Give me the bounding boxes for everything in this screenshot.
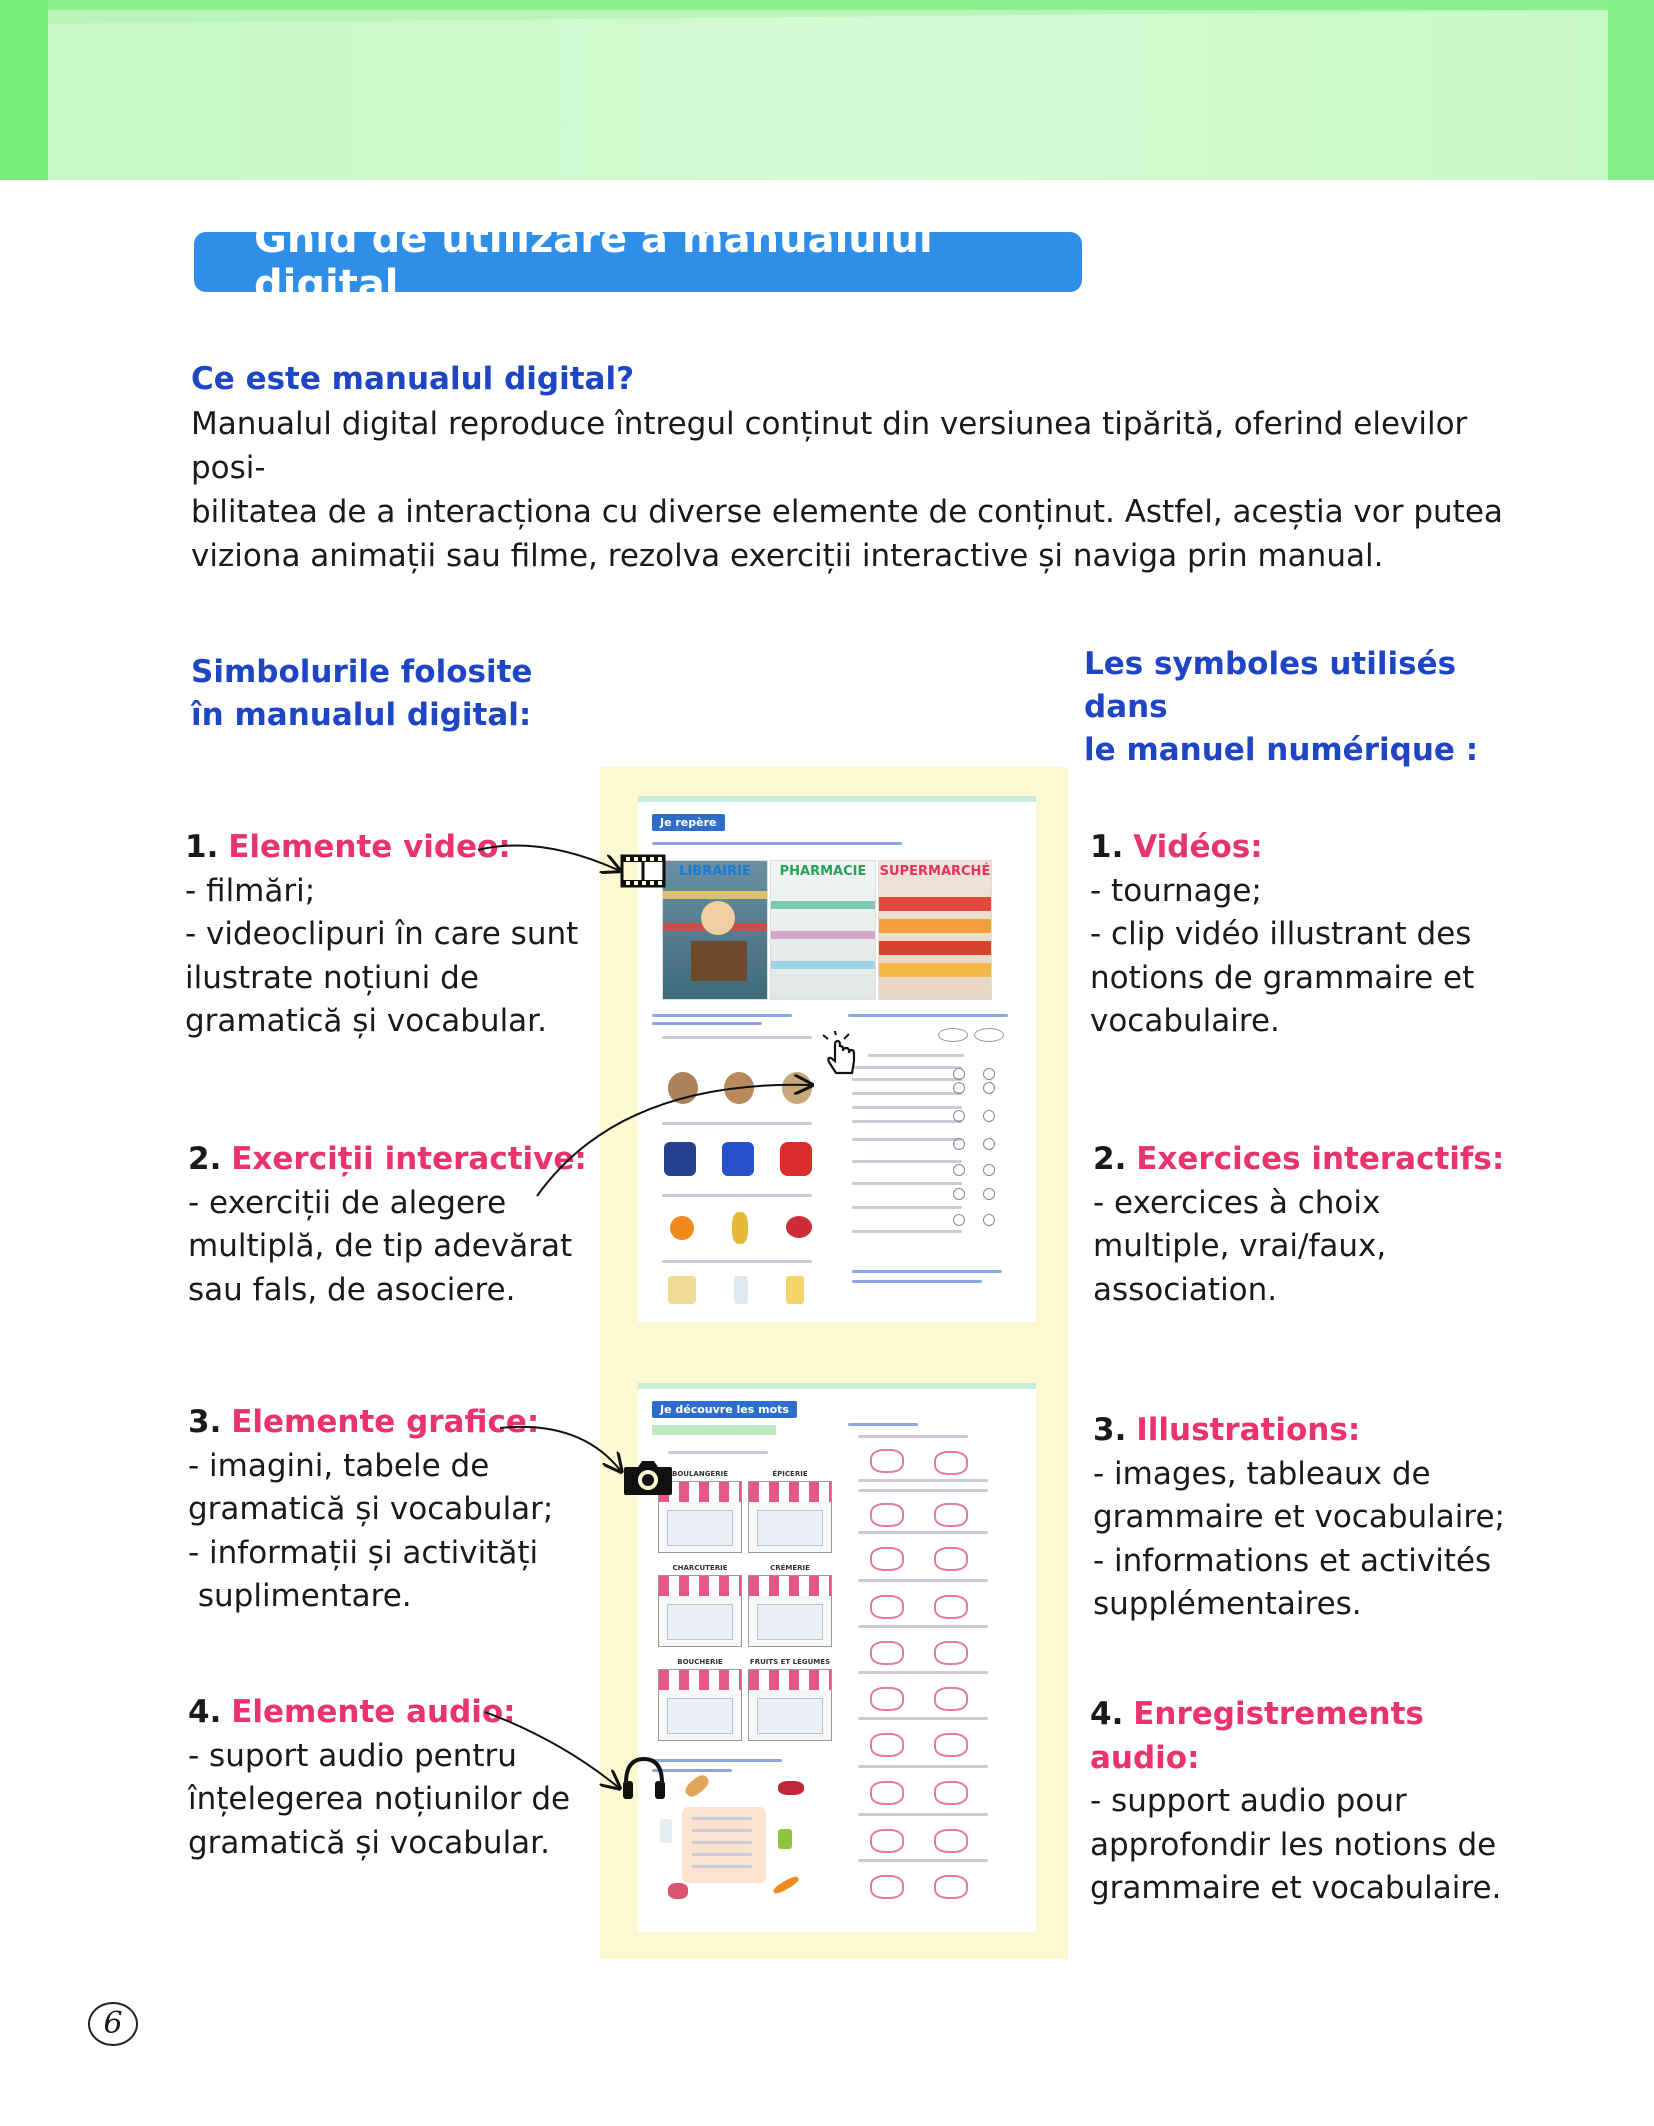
page-title-text: Ghid de utilizare a manualului digital [254, 216, 933, 308]
shop-name: CHARCUTERIE [672, 1564, 728, 1572]
item-line: suplimentare. [188, 1578, 412, 1614]
shop-name: CRÉMERIE [770, 1564, 810, 1572]
item-line: - informations et activités [1093, 1542, 1492, 1579]
item-number: 1. [185, 829, 219, 865]
item-title: Elemente grafice: [231, 1404, 540, 1440]
item-line: gramatică și vocabular. [188, 1824, 550, 1861]
symbols-heading-ro-line: în manualul digital: [191, 697, 532, 733]
shop-name: FRUITS ET LÉGUMES [749, 1658, 831, 1666]
item-line: grammaire et vocabulaire; [1093, 1499, 1505, 1535]
item-line: - tournage; [1090, 872, 1262, 909]
section-tag: Je repère [652, 814, 725, 831]
symbols-heading-fr-line: Les symboles utilisés dans [1084, 646, 1457, 725]
item-number: 1. [1090, 829, 1124, 865]
item-title: Exerciții interactive: [231, 1141, 587, 1177]
item-line: ilustrate noțiuni de [185, 959, 479, 996]
item-line: grammaire et vocabulaire. [1090, 1870, 1502, 1906]
arrow-graphics [500, 1427, 620, 1470]
page-number: 6 [88, 2002, 138, 2046]
item-number: 3. [188, 1404, 222, 1440]
photo-label: SUPERMARCHÉ [879, 864, 991, 879]
item-number: 4. [188, 1694, 222, 1730]
item-line: gramatică și vocabular; [188, 1491, 554, 1527]
intro-line: bilitatea de a interacționa cu diverse elemente de conținut. Astfel, aceștia vor putea [191, 494, 1503, 530]
item-title: Exercices interactifs: [1136, 1141, 1505, 1177]
item-line: - informații și activități [188, 1534, 539, 1571]
symbols-heading-fr-line: le manuel numérique : [1084, 732, 1479, 768]
item-line: - support audio pour [1090, 1783, 1407, 1819]
item-line: gramatică și vocabular. [185, 1003, 547, 1039]
item-line: - exercices à choix [1093, 1184, 1381, 1221]
item-line: - filmări; [185, 872, 316, 909]
intro-line: viziona animații sau filme, rezolva exerciții interactive și naviga prin manual. [191, 538, 1384, 574]
item-line: - images, tableaux de [1093, 1455, 1431, 1492]
item-line: - clip vidéo illustrant des [1090, 916, 1472, 952]
arrow-interactive [537, 1085, 810, 1196]
photo-label: PHARMACIE [779, 864, 867, 879]
item-line: notions de grammaire et [1090, 959, 1475, 996]
item-line: - imagini, tabele de [188, 1447, 490, 1484]
shop-name: ÉPICERIE [772, 1470, 808, 1478]
item-line: multiplă, de tip adevărat [188, 1228, 573, 1264]
item-number: 4. [1090, 1696, 1124, 1732]
item-line: association. [1093, 1271, 1278, 1308]
item-number: 2. [1093, 1141, 1127, 1177]
symbols-heading-ro-line: Simbolurile folosite [191, 654, 533, 690]
item-line: sau fals, de asociere. [188, 1271, 516, 1308]
shop-name: BOUCHERIE [677, 1658, 723, 1666]
arrow-audio [485, 1712, 618, 1787]
section-tag: Je découvre les mots [652, 1401, 797, 1418]
intro-line: Manualul digital reproduce întregul conținut din versiunea tipărită, oferind elevilor posi- [191, 406, 1468, 486]
item-line: înțelegerea noțiunilor de [188, 1781, 571, 1817]
item-line: multiple, vrai/faux, [1093, 1228, 1387, 1264]
shop-name: BOULANGERIE [671, 1470, 728, 1478]
item-title: Vidéos: [1133, 829, 1263, 865]
item-number: 3. [1093, 1412, 1127, 1448]
arrow-video [478, 846, 618, 871]
item-title: Elemente audio: [231, 1694, 516, 1730]
item-line: - exerciții de alegere [188, 1184, 507, 1221]
item-title: Enregistrements [1133, 1696, 1424, 1732]
item-line: supplémentaires. [1093, 1586, 1362, 1622]
item-line: vocabulaire. [1090, 1003, 1280, 1039]
intro-question: Ce este manualul digital? [191, 361, 635, 397]
photo-label: LIBRAIRIE [679, 864, 751, 879]
item-title-continued: audio: [1090, 1739, 1200, 1776]
item-title: Elemente video: [228, 829, 511, 865]
item-line: - videoclipuri în care sunt [185, 916, 579, 952]
item-number: 2. [188, 1141, 222, 1177]
item-line: approfondir les notions de [1090, 1826, 1497, 1863]
item-line: - suport audio pentru [188, 1737, 517, 1774]
item-title: Illustrations: [1136, 1412, 1361, 1448]
